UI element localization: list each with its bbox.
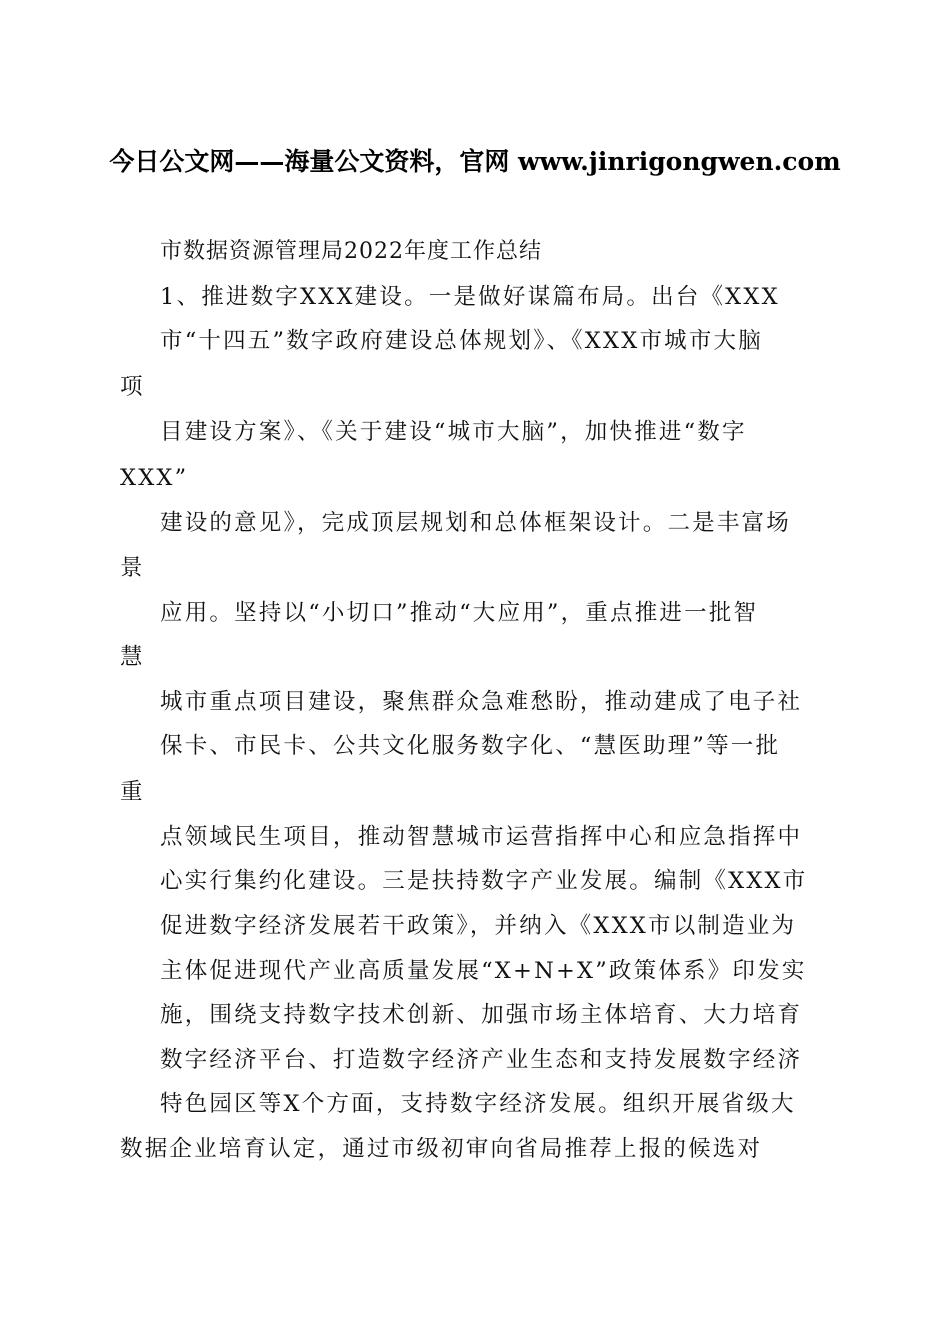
body-line: 目建设方案》、《关于建设“城市大脑”，加快推进“数字	[160, 419, 747, 445]
body-line: 1、推进数字XXX建设。一是做好谋篇布局。出台《XXX	[160, 284, 780, 310]
body-line: XXX”	[120, 465, 189, 491]
body-line: 数据企业培育认定，通过市级初审向省局推荐上报的候选对	[120, 1136, 763, 1162]
body-line: 城市重点项目建设，聚焦群众急难愁盼，推动建成了电子社	[160, 689, 803, 715]
body-line: 特色园区等X个方面，支持数字经济发展。组织开展省级大	[160, 1091, 796, 1117]
body-line: 慧	[120, 644, 145, 670]
body-line: 景	[120, 555, 145, 581]
body-line: 促进数字经济发展若干政策》，并纳入《XXX市以制造业为	[160, 913, 797, 939]
document-title: 市数据资源管理局2022年度工作总结	[160, 239, 542, 264]
body-line: 应用。坚持以“小切口”推动“大应用”，重点推进一批智	[160, 600, 759, 626]
website-header: 今日公文网——海量公文资料，官网 www.jinrigongwen.com	[109, 147, 841, 176]
body-line: 数字经济平台、打造数字经济产业生态和支持发展数字经济	[160, 1047, 803, 1073]
body-line: 重	[120, 779, 145, 805]
body-line: 市“十四五”数字政府建设总体规划》、《XXX市城市大脑	[160, 328, 763, 354]
body-line: 施，围绕支持数字技术创新、加强市场主体培育、大力培育	[160, 1002, 803, 1028]
body-line: 项	[120, 374, 145, 400]
body-line: 保卡、市民卡、公共文化服务数字化、“慧医助理”等一批	[160, 733, 781, 759]
body-line: 建设的意见》，完成顶层规划和总体框架设计。二是丰富场	[160, 510, 791, 536]
body-line: 主体促进现代产业高质量发展“X+N+X”政策体系》印发实	[160, 958, 807, 984]
body-line: 点领域民生项目，推动智慧城市运营指挥中心和应急指挥中	[160, 824, 803, 850]
body-line: 心实行集约化建设。三是扶持数字产业发展。编制《XXX市	[160, 868, 808, 894]
